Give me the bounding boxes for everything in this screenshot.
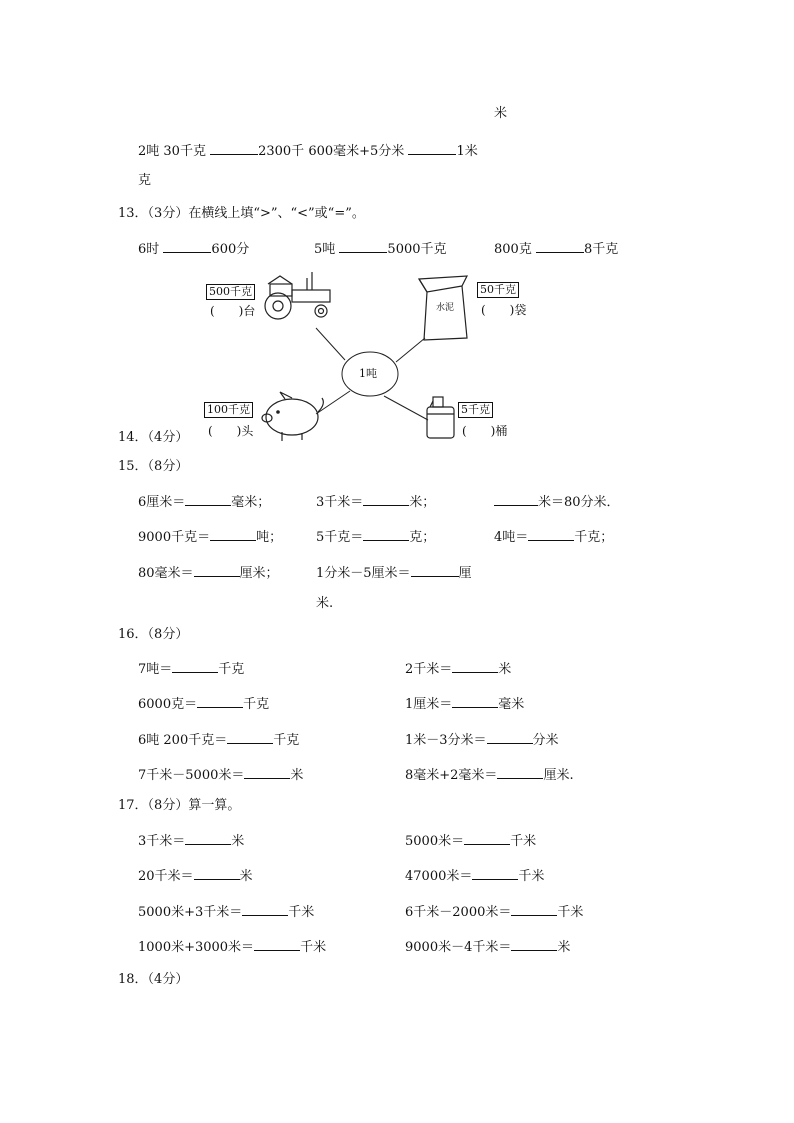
q17-item: 47000米＝ 千米 [405,869,545,884]
q15-item: 米＝80分米． [494,493,620,511]
answer-blank[interactable] [472,867,518,880]
compare-left: 6时 [138,242,160,257]
answer-blank[interactable] [497,766,543,779]
question-17-header: 17．（8分）算一算。 [118,798,241,813]
answer-blank[interactable] [185,832,231,845]
tractor-icon [265,272,330,319]
q15-item: 1分米－5厘米＝ 厘 [316,566,472,581]
q15-item: 4吨＝ 千克； [494,530,614,545]
question-14-header: 14．（4分） [118,430,189,445]
answer-blank[interactable] [172,660,218,673]
carry-unit-text: 米. [316,596,334,611]
pig-weight-label: 100千克 [204,402,253,418]
pig-icon [262,392,323,441]
compare-left: 5吨 [314,242,336,257]
carry-unit-text: 克 [138,173,152,188]
pig-answer[interactable]: ( )头 [208,424,254,438]
q17-item: 9000米－4千米＝ 米 [405,940,571,955]
answer-blank[interactable] [452,695,498,708]
answer-blank[interactable] [511,903,557,916]
answer-blank[interactable] [244,766,290,779]
center-label: 1吨 [359,367,377,380]
question-13-header: 13．（3分）在横线上填“>”、“<”或“=”。 [118,206,365,221]
compare-right: 5000千克 [387,242,447,257]
q16-item: 7吨＝ 千克 [138,662,245,677]
question-15-header: 15．（8分） [118,459,189,474]
answer-blank[interactable] [210,528,256,541]
tractor-answer[interactable]: ( )台 [210,304,256,318]
q16-item: 1厘米＝ 毫米 [405,697,525,712]
compare-left: 600毫米+5分米 [308,144,405,159]
compare-right: 1米 [456,144,478,159]
bucket-icon [427,397,454,438]
question-16-header: 16．（8分） [118,627,189,642]
q17-item: 1000米+3000米＝ 千米 [138,940,327,955]
q17-item: 20千米＝ 米 [138,869,253,884]
answer-blank[interactable] [194,564,240,577]
answer-blank[interactable] [452,660,498,673]
compare-left: 800克 [494,242,532,257]
compare-right: 2300千 [258,144,305,159]
answer-blank[interactable] [363,493,409,506]
carry-unit-text: 米 [494,106,508,121]
q17-item: 5000米+3千米＝ 千米 [138,905,315,920]
answer-blank[interactable] [528,528,574,541]
q15-item: 3千米＝ 米； [316,495,436,510]
bag-weight-label: 50千克 [477,282,519,298]
bucket-weight-label: 5千克 [458,402,493,418]
q16-item: 2千米＝ 米 [405,662,512,677]
question-18-header: 18．（4分） [118,972,189,987]
bucket-answer[interactable]: ( )桶 [462,424,508,438]
q17-item: 6千米－2000米＝ 千米 [405,905,584,920]
answer-blank[interactable] [411,564,459,577]
answer-blank[interactable] [242,903,288,916]
answer-blank[interactable] [511,938,557,951]
answer-blank[interactable] [185,493,231,506]
q16-item: 1米－3分米＝ 分米 [405,733,559,748]
q17-item: 3千米＝ 米 [138,834,245,849]
answer-blank[interactable] [487,731,533,744]
bag-text: 水泥 [436,303,455,313]
q15-item: 9000千克＝ 吨； [138,530,283,545]
answer-blank[interactable] [194,867,240,880]
answer-blank[interactable] [254,938,300,951]
q15-item: 5千克＝ 克； [316,530,436,545]
answer-blank[interactable] [363,528,409,541]
q16-item: 6000克＝ 千克 [138,697,270,712]
tractor-weight-label: 500千克 [206,284,255,300]
q16-item: 6吨 200千克＝ 千克 [138,733,300,748]
compare-right: 600分 [211,242,250,257]
q15-item: 6厘米＝ 毫米； [138,495,271,510]
compare-right: 8千克 [583,242,619,257]
q17-item: 5000米＝ 千米 [405,834,537,849]
answer-blank[interactable] [227,731,273,744]
answer-blank[interactable] [494,493,538,506]
compare-left: 2吨 30千克 [138,144,206,159]
q16-item: 7千米－5000米＝ 米 [138,768,304,783]
q16-item: 8毫米+2毫米＝ 厘米. [405,768,574,783]
answer-blank[interactable] [197,695,243,708]
answer-blank[interactable] [464,832,510,845]
bag-answer[interactable]: ( )袋 [481,303,527,317]
q15-item: 80毫米＝ 厘米； [138,566,279,581]
